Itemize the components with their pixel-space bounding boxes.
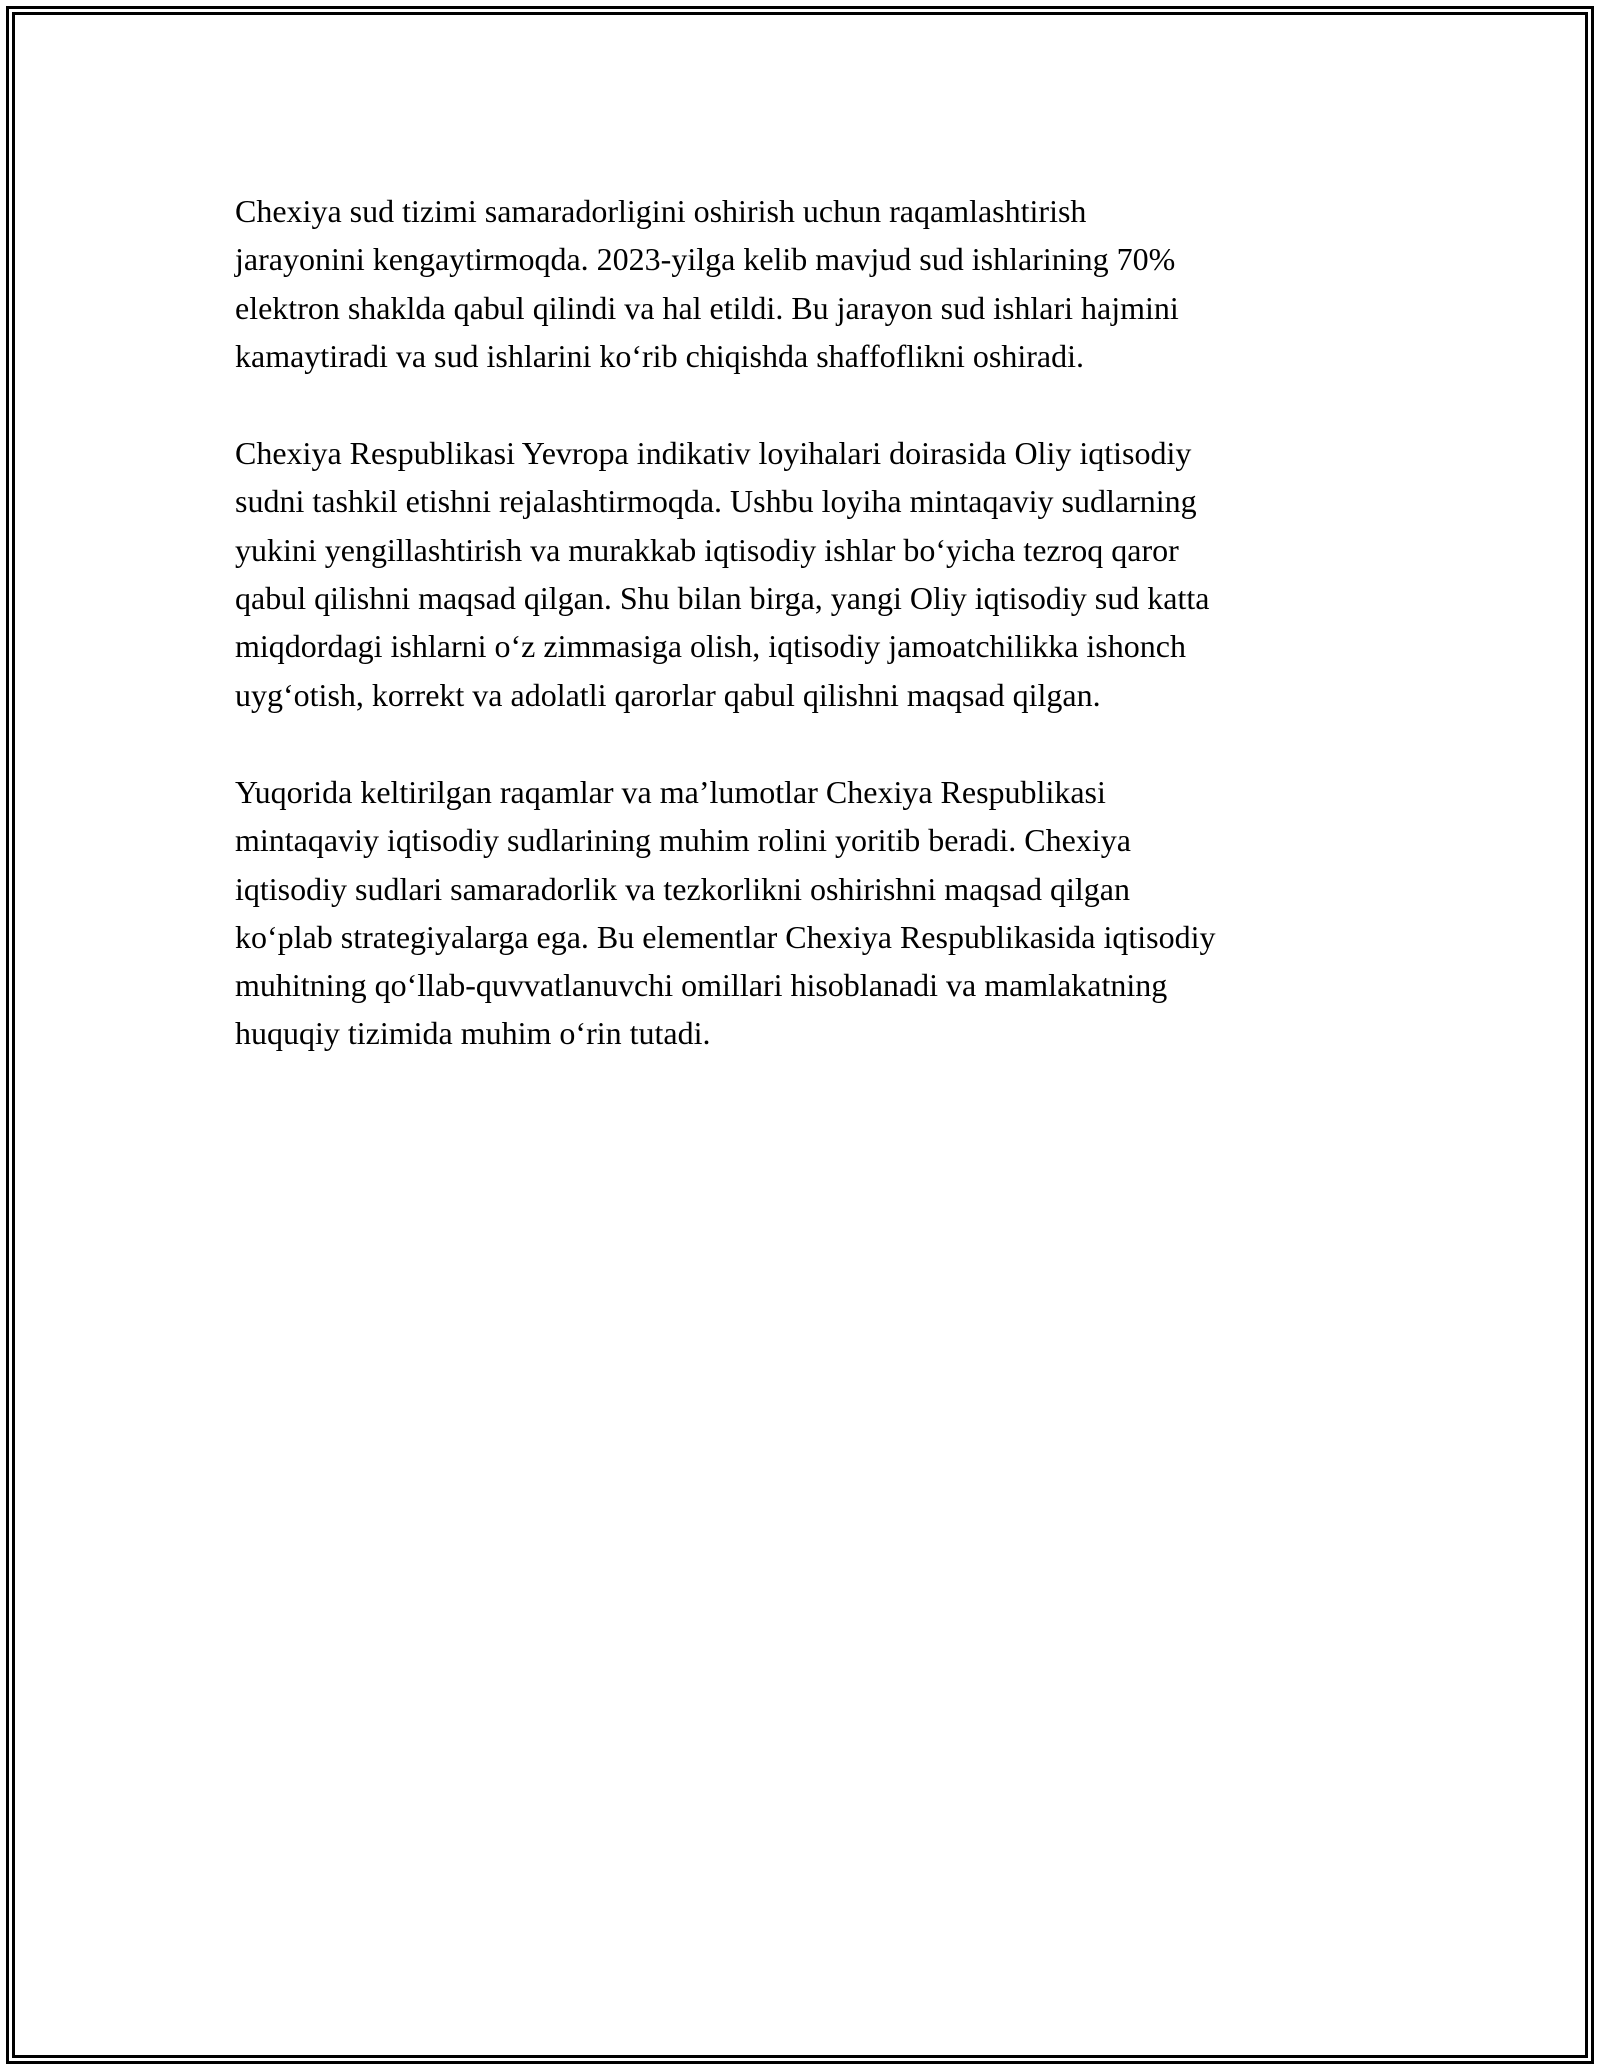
document-body — [235, 187, 1375, 1107]
paragraph-digitalization: Chexiya sud tizimi samaradorligini oshirish uchun raqamlashtirish jarayonini kengaytirmoqda. 2023-yilga kelib mavjud sud ishlarining 70% elektron shaklda qabul qilindi va hal etildi. Bu jarayon sud ishlari hajmini kamaytiradi va sud ishlarini ko‘rib chiqishda shaffoflikni oshiradi. — [235, 193, 1179, 374]
paragraph-conclusion: Yuqorida keltirilgan raqamlar va ma’lumotlar Chexiya Respublikasi mintaqaviy iqtisodiy sudlarining muhim rolini yoritib beradi. Chexiya iqtisodiy sudlari samaradorlik va tezkorlikni oshirishni maqsad qilgan ko‘plab strategiyalarga ega. Bu elementlar Chexiya Respublikasida iqtisodiy muhitning qo‘llab-quvvatlanuvchi omillari hisoblanadi va mamlakatning huquqiy tizimida muhim o‘rin tutadi. — [235, 773, 1216, 1052]
paragraph-supreme-economic-court: Chexiya Respublikasi Yevropa indikativ loyihalari doirasida Oliy iqtisodiy sudni tashkil etishni rejalashtirmoqda. Ushbu loyiha mintaqaviy sudlarning yukini yengillashtirish va murakkab iqtisodiy ishlar bo‘yicha tezroq qaror qabul qilishni maqsad qilgan. Shu bilan birga, yangi Oliy iqtisodiy sud katta miqdordagi ishlarni o‘z zimmasiga olish, iqtisodiy jamoatchilikka ishonch uyg‘otish, korrekt va adolatli qarorlar qabul qilishni maqsad qilgan. — [235, 435, 1210, 713]
